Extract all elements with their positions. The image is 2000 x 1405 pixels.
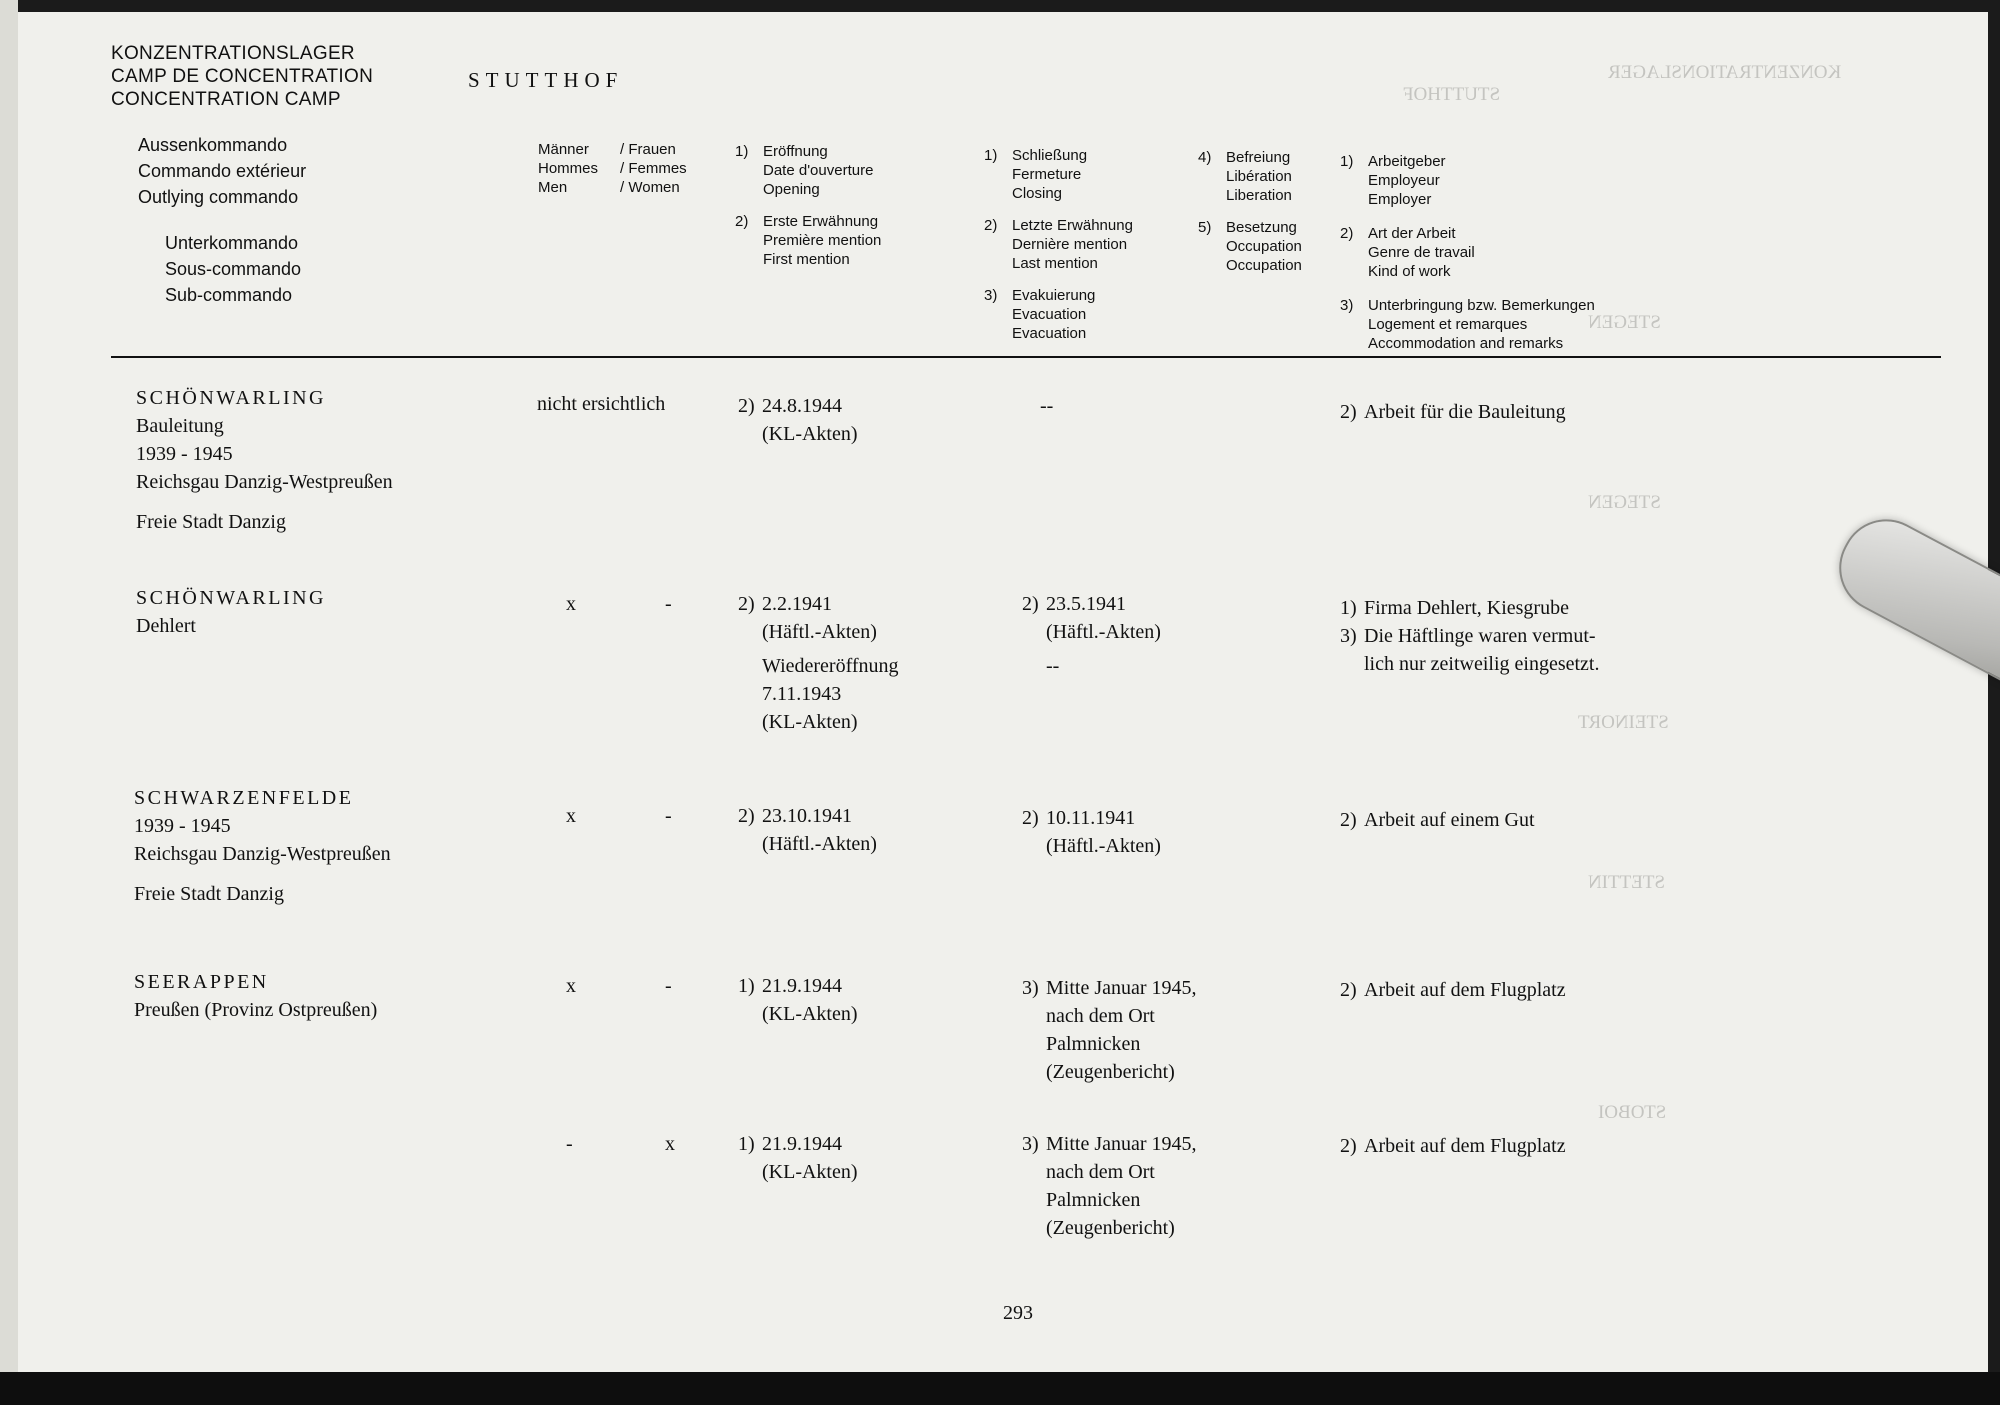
entry-detail: 1939 - 1945 bbox=[136, 443, 233, 465]
work-line: Arbeit auf einem Gut bbox=[1364, 809, 1535, 831]
closing-cell bbox=[1022, 974, 1262, 1094]
closing-line: (Häftl.-Akten) bbox=[1046, 621, 1161, 643]
work-num: 2) bbox=[1340, 979, 1357, 1001]
work-num: 2) bbox=[1340, 401, 1357, 423]
employer-num-2: 2) bbox=[1340, 225, 1354, 242]
camp-label bbox=[111, 42, 373, 111]
closing-num: 2) bbox=[1022, 593, 1039, 615]
document-page bbox=[18, 12, 1988, 1372]
work-cell bbox=[1340, 806, 1740, 836]
outlying-en: Outlying commando bbox=[138, 187, 299, 207]
page-number: 293 bbox=[1003, 1302, 1033, 1324]
women-en: / Women bbox=[620, 179, 680, 196]
work-num: 2) bbox=[1340, 1135, 1357, 1157]
entry-location bbox=[136, 384, 393, 536]
entry-detail: Preußen (Provinz Ostpreußen) bbox=[134, 999, 378, 1021]
employer-fr: Employeur bbox=[1368, 172, 1440, 189]
header-divider bbox=[111, 356, 1941, 358]
occupation-fr: Occupation bbox=[1226, 238, 1302, 255]
opening-header bbox=[735, 142, 935, 272]
closing-line: (Häftl.-Akten) bbox=[1046, 835, 1161, 857]
opening-line: Wiedereröffnung bbox=[762, 655, 899, 677]
opening-num-1: 1) bbox=[735, 143, 749, 160]
entry-name: SCHÖNWARLING bbox=[136, 387, 326, 409]
entry-detail: Dehlert bbox=[136, 615, 196, 637]
entry-detail: Bauleitung bbox=[136, 415, 224, 437]
opening-line: (KL-Akten) bbox=[762, 711, 858, 733]
scan-background bbox=[0, 1372, 2000, 1405]
show-through-text: KONZENTRATIONSLAGER bbox=[1608, 62, 1842, 83]
employer-num-3: 3) bbox=[1340, 297, 1354, 314]
page-edge bbox=[0, 0, 18, 1405]
closing-line: (Zeugenbericht) bbox=[1046, 1217, 1175, 1239]
sub-fr: Sous-commando bbox=[165, 259, 302, 279]
closing-line: Palmnicken bbox=[1046, 1189, 1141, 1211]
opening-en: Opening bbox=[763, 181, 820, 198]
gender-women-header bbox=[620, 140, 687, 197]
first-mention-fr: Première mention bbox=[763, 232, 882, 249]
last-mention-de: Letzte Erwähnung bbox=[1012, 217, 1133, 234]
closing-num-1: 1) bbox=[984, 147, 998, 164]
work-kind-fr: Genre de travail bbox=[1368, 244, 1475, 261]
entry-detail: Freie Stadt Danzig bbox=[134, 883, 284, 905]
outlying-de: Aussenkommando bbox=[138, 135, 288, 155]
work-line: Arbeit auf dem Flugplatz bbox=[1364, 979, 1566, 1001]
entry-detail: 1939 - 1945 bbox=[134, 815, 231, 837]
show-through-text: STEGEN bbox=[1588, 492, 1661, 513]
remarks-en: Accommodation and remarks bbox=[1368, 335, 1564, 352]
closing-line: 10.11.1941 bbox=[1046, 807, 1136, 829]
employer-header bbox=[1340, 152, 1640, 352]
last-mention-en: Last mention bbox=[1012, 255, 1098, 272]
men-de: Männer bbox=[538, 141, 589, 158]
opening-cell bbox=[738, 590, 978, 740]
entry-location bbox=[134, 784, 391, 908]
opening-cell bbox=[738, 392, 958, 452]
employer-de: Arbeitgeber bbox=[1368, 153, 1446, 170]
opening-num: 2) bbox=[738, 395, 755, 417]
opening-line: 24.8.1944 bbox=[762, 395, 842, 417]
closing-line: Mitte Januar 1945, bbox=[1046, 977, 1197, 999]
opening-line: 21.9.1944 bbox=[762, 975, 842, 997]
closing-num-2: 2) bbox=[984, 217, 998, 234]
work-num: 1) bbox=[1340, 597, 1357, 619]
work-line: Arbeit für die Bauleitung bbox=[1364, 401, 1566, 423]
outlying-label bbox=[138, 132, 306, 210]
camp-label-fr: CAMP DE CONCENTRATION bbox=[111, 66, 374, 87]
last-mention-fr: Dernière mention bbox=[1012, 236, 1128, 253]
closing-de: Schließung bbox=[1012, 147, 1088, 164]
work-cell bbox=[1340, 1132, 1740, 1162]
closing-cell bbox=[1022, 590, 1262, 690]
entry-name: SEERAPPEN bbox=[134, 971, 269, 993]
closing-en: Closing bbox=[1012, 185, 1063, 202]
men-fr: Hommes bbox=[538, 160, 599, 177]
show-through-text: STUTTHOF bbox=[1403, 84, 1501, 105]
liberation-num-5: 5) bbox=[1198, 219, 1212, 236]
opening-line: (KL-Akten) bbox=[762, 1161, 858, 1183]
show-through-text: STOBOI bbox=[1598, 1102, 1667, 1123]
work-line: lich nur zeitweilig eingesetzt. bbox=[1364, 653, 1600, 675]
show-through-text: STETTIN bbox=[1588, 872, 1666, 893]
show-through-text: STEINORT bbox=[1578, 712, 1669, 733]
opening-num: 2) bbox=[738, 593, 755, 615]
opening-de: Eröffnung bbox=[763, 143, 828, 160]
opening-num: 1) bbox=[738, 1133, 755, 1155]
closing-num: 3) bbox=[1022, 977, 1039, 999]
women-mark: - bbox=[665, 593, 672, 615]
evacuation-fr: Evacuation bbox=[1012, 306, 1087, 323]
liberation-header bbox=[1198, 148, 1358, 288]
work-line: Arbeit auf dem Flugplatz bbox=[1364, 1135, 1566, 1157]
closing-line: nach dem Ort bbox=[1046, 1005, 1155, 1027]
liberation-en: Liberation bbox=[1226, 187, 1292, 204]
entry-detail: Reichsgau Danzig-Westpreußen bbox=[136, 471, 393, 493]
work-kind-en: Kind of work bbox=[1368, 263, 1451, 280]
men-en: Men bbox=[538, 179, 568, 196]
sub-commando-label bbox=[165, 230, 301, 308]
opening-line: (Häftl.-Akten) bbox=[762, 621, 877, 643]
work-cell bbox=[1340, 398, 1740, 428]
closing-num: 2) bbox=[1022, 807, 1039, 829]
opening-line: (Häftl.-Akten) bbox=[762, 833, 877, 855]
evacuation-en: Evacuation bbox=[1012, 325, 1087, 342]
opening-fr: Date d'ouverture bbox=[763, 162, 874, 179]
camp-name: STUTTHOF bbox=[468, 68, 624, 92]
opening-line: 7.11.1943 bbox=[762, 683, 842, 705]
opening-line: (KL-Akten) bbox=[762, 1003, 858, 1025]
women-mark: - bbox=[665, 975, 672, 997]
opening-num: 2) bbox=[738, 805, 755, 827]
entry-detail: Reichsgau Danzig-Westpreußen bbox=[134, 843, 391, 865]
opening-line: (KL-Akten) bbox=[762, 423, 858, 445]
women-de: / Frauen bbox=[620, 141, 676, 158]
closing-line: Palmnicken bbox=[1046, 1033, 1141, 1055]
liberation-num-4: 4) bbox=[1198, 149, 1212, 166]
closing-line: 23.5.1941 bbox=[1046, 593, 1126, 615]
opening-line: 21.9.1944 bbox=[762, 1133, 842, 1155]
work-line: Die Häftlinge waren vermut- bbox=[1364, 625, 1596, 647]
men-mark: x bbox=[566, 975, 576, 997]
opening-line: 2.2.1941 bbox=[762, 593, 832, 615]
show-through-text: STEGEN bbox=[1588, 312, 1661, 333]
women-mark: x bbox=[665, 1133, 675, 1155]
entry-name: SCHÖNWARLING bbox=[136, 587, 326, 609]
men-mark: x bbox=[566, 805, 576, 827]
remarks-de: Unterbringung bzw. Bemerkungen bbox=[1368, 297, 1595, 314]
work-num: 2) bbox=[1340, 809, 1357, 831]
gender-men-header bbox=[538, 140, 598, 197]
opening-num-2: 2) bbox=[735, 213, 749, 230]
liberation-de: Befreiung bbox=[1226, 149, 1291, 166]
camp-label-de: KONZENTRATIONSLAGER bbox=[111, 43, 355, 64]
closing-num-3: 3) bbox=[984, 287, 998, 304]
opening-cell bbox=[738, 972, 978, 1032]
first-mention-en: First mention bbox=[763, 251, 850, 268]
entry-location bbox=[136, 584, 326, 640]
entry-location bbox=[134, 968, 377, 1024]
men-mark: - bbox=[566, 1133, 573, 1155]
sub-de: Unterkommando bbox=[165, 233, 299, 253]
work-line: Firma Dehlert, Kiesgrube bbox=[1364, 597, 1569, 619]
closing-line: (Zeugenbericht) bbox=[1046, 1061, 1175, 1083]
closing-num: 3) bbox=[1022, 1133, 1039, 1155]
opening-num: 1) bbox=[738, 975, 755, 997]
remarks-fr: Logement et remarques bbox=[1368, 316, 1528, 333]
work-cell bbox=[1340, 976, 1740, 1006]
opening-cell bbox=[738, 1130, 978, 1190]
work-num: 3) bbox=[1340, 625, 1357, 647]
opening-cell bbox=[738, 802, 978, 862]
entry-name: SCHWARZENFELDE bbox=[134, 787, 354, 809]
occupation-en: Occupation bbox=[1226, 257, 1302, 274]
occupation-de: Besetzung bbox=[1226, 219, 1297, 236]
evacuation-de: Evakuierung bbox=[1012, 287, 1096, 304]
employer-num-1: 1) bbox=[1340, 153, 1354, 170]
employer-en: Employer bbox=[1368, 191, 1432, 208]
work-cell bbox=[1340, 594, 1760, 684]
outlying-fr: Commando extérieur bbox=[138, 161, 307, 181]
closing-line: -- bbox=[1046, 655, 1060, 677]
closing-line: Mitte Januar 1945, bbox=[1046, 1133, 1197, 1155]
sub-en: Sub-commando bbox=[165, 285, 293, 305]
gender-note: nicht ersichtlich bbox=[537, 393, 666, 415]
camp-label-en: CONCENTRATION CAMP bbox=[111, 89, 341, 110]
women-fr: / Femmes bbox=[620, 160, 687, 177]
closing-line: nach dem Ort bbox=[1046, 1161, 1155, 1183]
opening-line: 23.10.1941 bbox=[762, 805, 852, 827]
work-kind-de: Art der Arbeit bbox=[1368, 225, 1456, 242]
closing-cell: -- bbox=[1040, 395, 1054, 417]
liberation-fr: Libération bbox=[1226, 168, 1292, 185]
men-mark: x bbox=[566, 593, 576, 615]
closing-fr: Fermeture bbox=[1012, 166, 1082, 183]
women-mark: - bbox=[665, 805, 672, 827]
entry-detail: Freie Stadt Danzig bbox=[136, 511, 286, 533]
closing-cell bbox=[1022, 804, 1262, 864]
closing-header bbox=[984, 146, 1184, 346]
first-mention-de: Erste Erwähnung bbox=[763, 213, 879, 230]
closing-cell bbox=[1022, 1130, 1262, 1250]
